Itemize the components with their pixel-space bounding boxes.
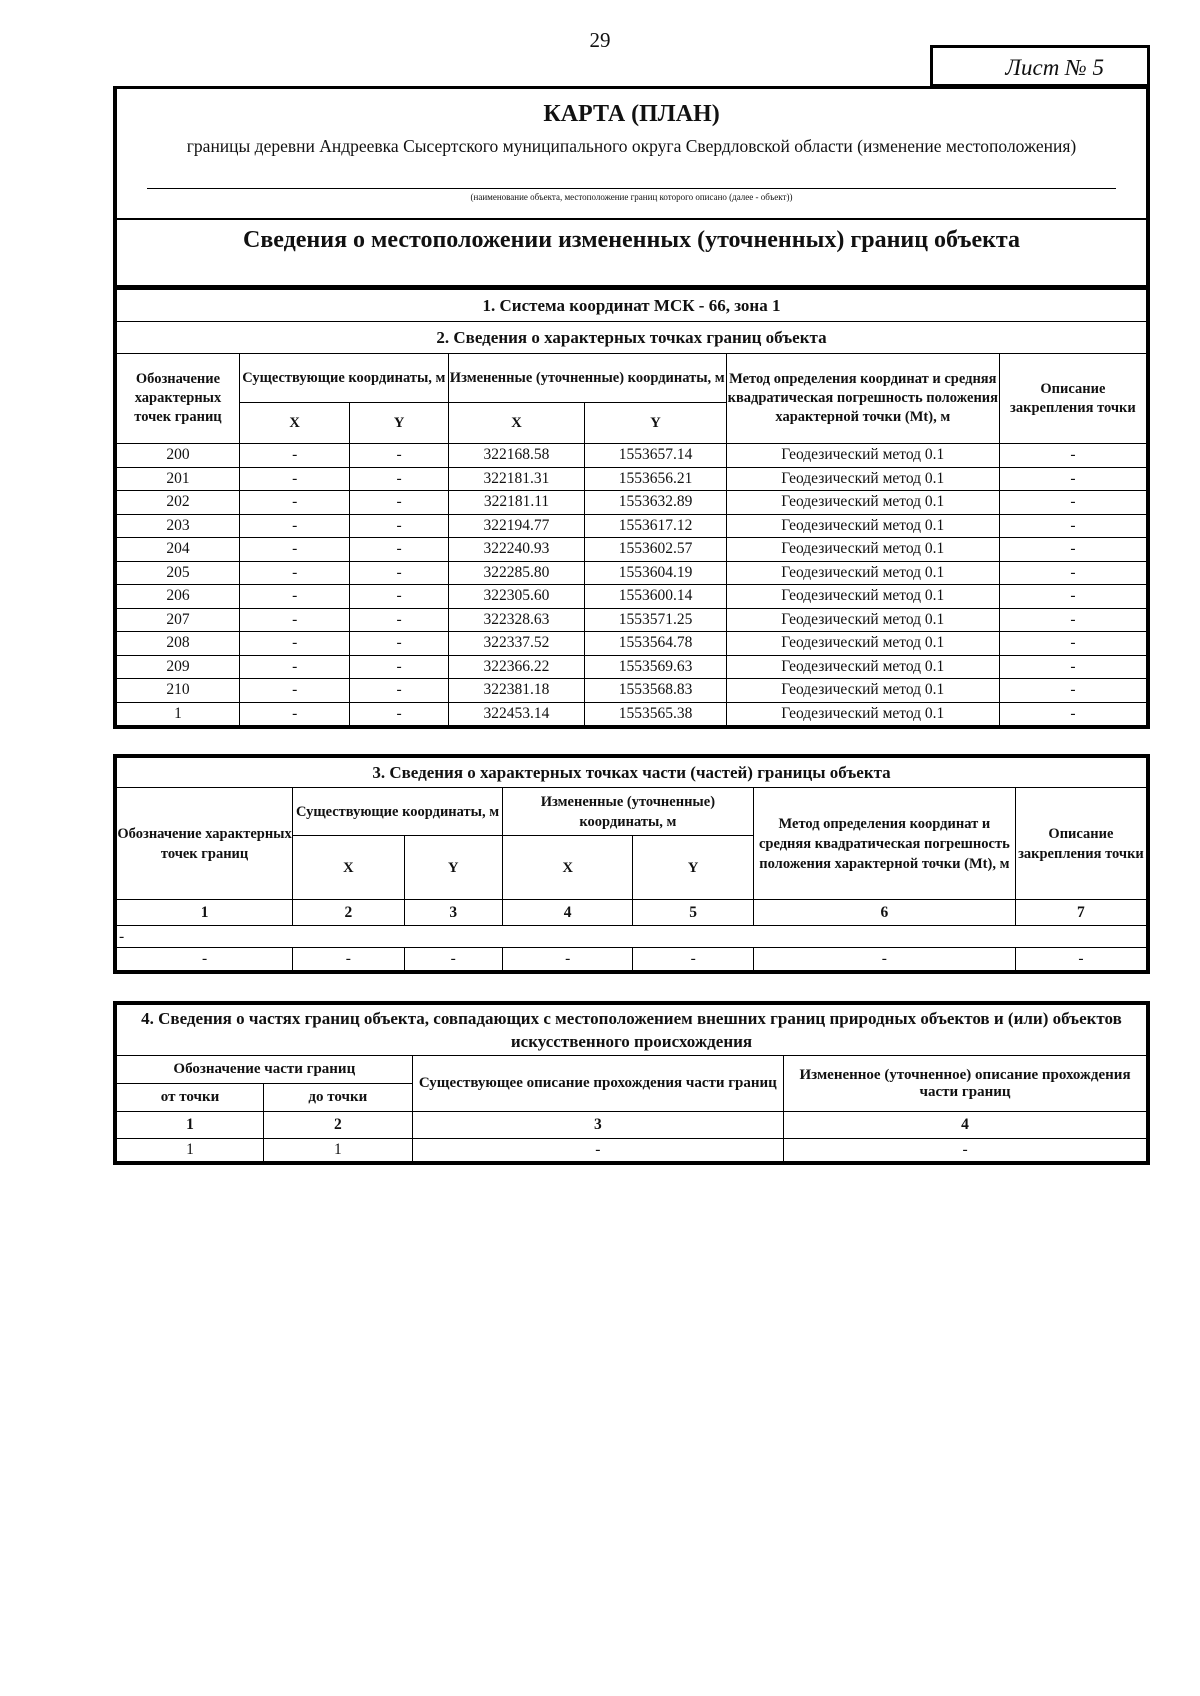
table-cell-x: 322305.60 xyxy=(448,585,585,609)
part-points-section-header: 3. Сведения о характерных точках части (частей) границы объекта xyxy=(115,756,1148,788)
table-cell: 4 xyxy=(502,900,632,926)
table-cell: - xyxy=(753,948,1015,972)
table-cell-point: 202 xyxy=(115,491,239,515)
table-cell-ex: - xyxy=(239,679,349,703)
natural-objects-table xyxy=(113,1001,1150,1165)
table-cell-y: 1553604.19 xyxy=(585,561,727,585)
table-row xyxy=(115,679,1148,703)
table-cell-method: Геодезический метод 0.1 xyxy=(726,491,999,515)
table-cell-desc: - xyxy=(999,561,1148,585)
table-cell-ex: - xyxy=(239,585,349,609)
table-cell-point: 207 xyxy=(115,608,239,632)
table-cell-ex: - xyxy=(239,538,349,562)
table-cell-desc: - xyxy=(999,632,1148,656)
table-cell-desc: - xyxy=(999,655,1148,679)
table-cell-y: 1553565.38 xyxy=(585,702,727,727)
col-existing-desc: Существующее описание прохождения части границ xyxy=(412,1056,783,1112)
table-cell-point: 201 xyxy=(115,467,239,491)
table-cell-y: 1553632.89 xyxy=(585,491,727,515)
col-changed-y: Y xyxy=(585,403,727,444)
col-existing-x: X xyxy=(293,836,404,900)
table-cell: - xyxy=(115,948,293,972)
table-cell-y: 1553600.14 xyxy=(585,585,727,609)
table-cell-method: Геодезический метод 0.1 xyxy=(726,702,999,727)
col-method: Метод определения координат и средняя квадратическая погрешность положения характерной точки (Mt), м xyxy=(753,788,1015,900)
table-row xyxy=(115,1112,1148,1139)
table-cell-desc: - xyxy=(999,608,1148,632)
col-changed: Измененные (уточненные) координаты, м xyxy=(502,788,753,836)
table-cell: - xyxy=(784,1139,1148,1163)
table-cell-x: 322168.58 xyxy=(448,444,585,468)
coord-system-header: 1. Система координат МСК - 66, зона 1 xyxy=(115,290,1148,322)
table-cell-ey: - xyxy=(350,585,448,609)
table-cell-point: 1 xyxy=(115,702,239,727)
table-cell-desc: - xyxy=(999,679,1148,703)
table-row xyxy=(115,1139,1148,1163)
table-cell: 7 xyxy=(1015,900,1148,926)
table-cell-point: 205 xyxy=(115,561,239,585)
table-cell-ey: - xyxy=(350,467,448,491)
table-cell-method: Геодезический метод 0.1 xyxy=(726,538,999,562)
section-title: Сведения о местоположении измененных (уточненных) границ объекта xyxy=(242,227,1021,253)
table-cell-x: 322285.80 xyxy=(448,561,585,585)
page-number: 29 xyxy=(589,28,611,52)
table-cell-desc: - xyxy=(999,467,1148,491)
col-point: Обозначение характерных точек границ xyxy=(115,788,293,900)
doc-subtitle: границы деревни Андреевка Сысертского муниципального округа Свердловской области (изменение местоположения) xyxy=(186,136,1077,156)
table-row xyxy=(115,561,1148,585)
col-existing-y: Y xyxy=(404,836,502,900)
table-row xyxy=(115,491,1148,515)
table-cell-y: 1553602.57 xyxy=(585,538,727,562)
col-existing-y: Y xyxy=(350,403,448,444)
table-cell: - xyxy=(404,948,502,972)
table-cell-ey: - xyxy=(350,679,448,703)
table-row xyxy=(115,514,1148,538)
table-cell: 5 xyxy=(633,900,753,926)
col-method: Метод определения координат и средняя квадратическая погрешность положения характерной точки (Mt), м xyxy=(726,354,999,444)
table-cell-x: 322240.93 xyxy=(448,538,585,562)
table-cell-method: Геодезический метод 0.1 xyxy=(726,514,999,538)
table-cell: 1 xyxy=(115,900,293,926)
boundary-points-table xyxy=(113,289,1150,729)
table-cell-point: 206 xyxy=(115,585,239,609)
table-cell-ex: - xyxy=(239,561,349,585)
table-cell-y: 1553656.21 xyxy=(585,467,727,491)
table-cell-x: 322381.18 xyxy=(448,679,585,703)
table-row xyxy=(115,900,1148,926)
table-cell-point: 209 xyxy=(115,655,239,679)
table-cell-desc: - xyxy=(999,702,1148,727)
table-cell: - xyxy=(633,948,753,972)
table-cell: 3 xyxy=(404,900,502,926)
table-cell-y: 1553569.63 xyxy=(585,655,727,679)
table-cell-x: 322181.11 xyxy=(448,491,585,515)
col-part: Обозначение части границ xyxy=(115,1056,412,1084)
table-cell-ey: - xyxy=(350,608,448,632)
table-cell-point: 200 xyxy=(115,444,239,468)
table-cell-method: Геодезический метод 0.1 xyxy=(726,632,999,656)
table-row xyxy=(115,702,1148,727)
table-cell-ex: - xyxy=(239,514,349,538)
points-section-header: 2. Сведения о характерных точках границ объекта xyxy=(115,322,1148,354)
table-cell-desc: - xyxy=(999,491,1148,515)
table-cell-x: 322337.52 xyxy=(448,632,585,656)
table-cell-ey: - xyxy=(350,655,448,679)
table-cell-method: Геодезический метод 0.1 xyxy=(726,679,999,703)
table-row xyxy=(115,608,1148,632)
table-cell-ex: - xyxy=(239,702,349,727)
table-cell-ex: - xyxy=(239,467,349,491)
table-row xyxy=(115,632,1148,656)
table-row xyxy=(115,655,1148,679)
col-changed-x: X xyxy=(502,836,632,900)
part-points-table xyxy=(113,754,1150,974)
table-cell-x: 322453.14 xyxy=(448,702,585,727)
table-cell-method: Геодезический метод 0.1 xyxy=(726,608,999,632)
header-box xyxy=(113,86,1150,289)
table-cell-ey: - xyxy=(350,632,448,656)
table-cell-point: 210 xyxy=(115,679,239,703)
table-cell-ey: - xyxy=(350,491,448,515)
table-cell: - xyxy=(293,948,404,972)
subtitle-note: (наименование объекта, местоположение границ которого описано (далее - объект)) xyxy=(470,192,793,202)
span-row: - xyxy=(115,926,1148,948)
table-cell: 4 xyxy=(784,1112,1148,1139)
doc-title: КАРТА (ПЛАН) xyxy=(543,101,720,127)
header-divider xyxy=(117,218,1146,220)
table-cell: 1 xyxy=(264,1139,413,1163)
table-cell-desc: - xyxy=(999,514,1148,538)
table-cell-y: 1553564.78 xyxy=(585,632,727,656)
table-cell-method: Геодезический метод 0.1 xyxy=(726,444,999,468)
table-cell: 3 xyxy=(412,1112,783,1139)
col-changed-desc: Измененное (уточненное) описание прохождения части границ xyxy=(784,1056,1148,1112)
col-from: от точки xyxy=(115,1084,264,1112)
table-cell: 1 xyxy=(115,1112,264,1139)
table-cell-x: 322194.77 xyxy=(448,514,585,538)
table-cell-ex: - xyxy=(239,632,349,656)
table-row xyxy=(115,948,1148,972)
table-cell: 2 xyxy=(293,900,404,926)
table-cell-y: 1553657.14 xyxy=(585,444,727,468)
col-desc: Описание закрепления точки xyxy=(999,354,1148,444)
table-cell-ey: - xyxy=(350,514,448,538)
col-point: Обозначение характерных точек границ xyxy=(115,354,239,444)
table-cell: - xyxy=(412,1139,783,1163)
table-cell-y: 1553568.83 xyxy=(585,679,727,703)
table-cell: - xyxy=(1015,948,1148,972)
table-cell-desc: - xyxy=(999,538,1148,562)
table-cell-desc: - xyxy=(999,585,1148,609)
table-cell-method: Геодезический метод 0.1 xyxy=(726,561,999,585)
col-desc: Описание закрепления точки xyxy=(1015,788,1148,900)
table-cell-ex: - xyxy=(239,608,349,632)
table-cell-method: Геодезический метод 0.1 xyxy=(726,585,999,609)
table-cell: 1 xyxy=(115,1139,264,1163)
table-row xyxy=(115,538,1148,562)
table-cell-method: Геодезический метод 0.1 xyxy=(726,655,999,679)
table-cell: - xyxy=(502,948,632,972)
col-existing-x: X xyxy=(239,403,349,444)
table-cell-ex: - xyxy=(239,655,349,679)
col-changed: Измененные (уточненные) координаты, м xyxy=(448,354,726,403)
table-cell-x: 322366.22 xyxy=(448,655,585,679)
table-cell-method: Геодезический метод 0.1 xyxy=(726,467,999,491)
col-existing: Существующие координаты, м xyxy=(239,354,448,403)
table-cell-point: 203 xyxy=(115,514,239,538)
col-changed-x: X xyxy=(448,403,585,444)
table-cell: 6 xyxy=(753,900,1015,926)
table-cell-desc: - xyxy=(999,444,1148,468)
col-changed-y: Y xyxy=(633,836,753,900)
table-cell-point: 204 xyxy=(115,538,239,562)
table-cell-ey: - xyxy=(350,444,448,468)
natural-objects-section-header: 4. Сведения о частях границ объекта, совпадающих с местоположением внешних границ природных объектов и (или) объектов искусственного происхождения xyxy=(115,1003,1148,1056)
table-cell-ey: - xyxy=(350,702,448,727)
table-row xyxy=(115,467,1148,491)
table-row xyxy=(115,444,1148,468)
col-to: до точки xyxy=(264,1084,413,1112)
table-cell-ey: - xyxy=(350,561,448,585)
subtitle-rule xyxy=(147,188,1116,189)
col-existing: Существующие координаты, м xyxy=(293,788,503,836)
table-cell-point: 208 xyxy=(115,632,239,656)
sheet-label: Лист № 5 xyxy=(930,45,1150,87)
table-cell-ex: - xyxy=(239,444,349,468)
table-cell-x: 322181.31 xyxy=(448,467,585,491)
table-row xyxy=(115,585,1148,609)
table-cell-x: 322328.63 xyxy=(448,608,585,632)
table-cell-ex: - xyxy=(239,491,349,515)
table-cell-ey: - xyxy=(350,538,448,562)
table-cell-y: 1553571.25 xyxy=(585,608,727,632)
table-cell: 2 xyxy=(264,1112,413,1139)
table-cell-y: 1553617.12 xyxy=(585,514,727,538)
